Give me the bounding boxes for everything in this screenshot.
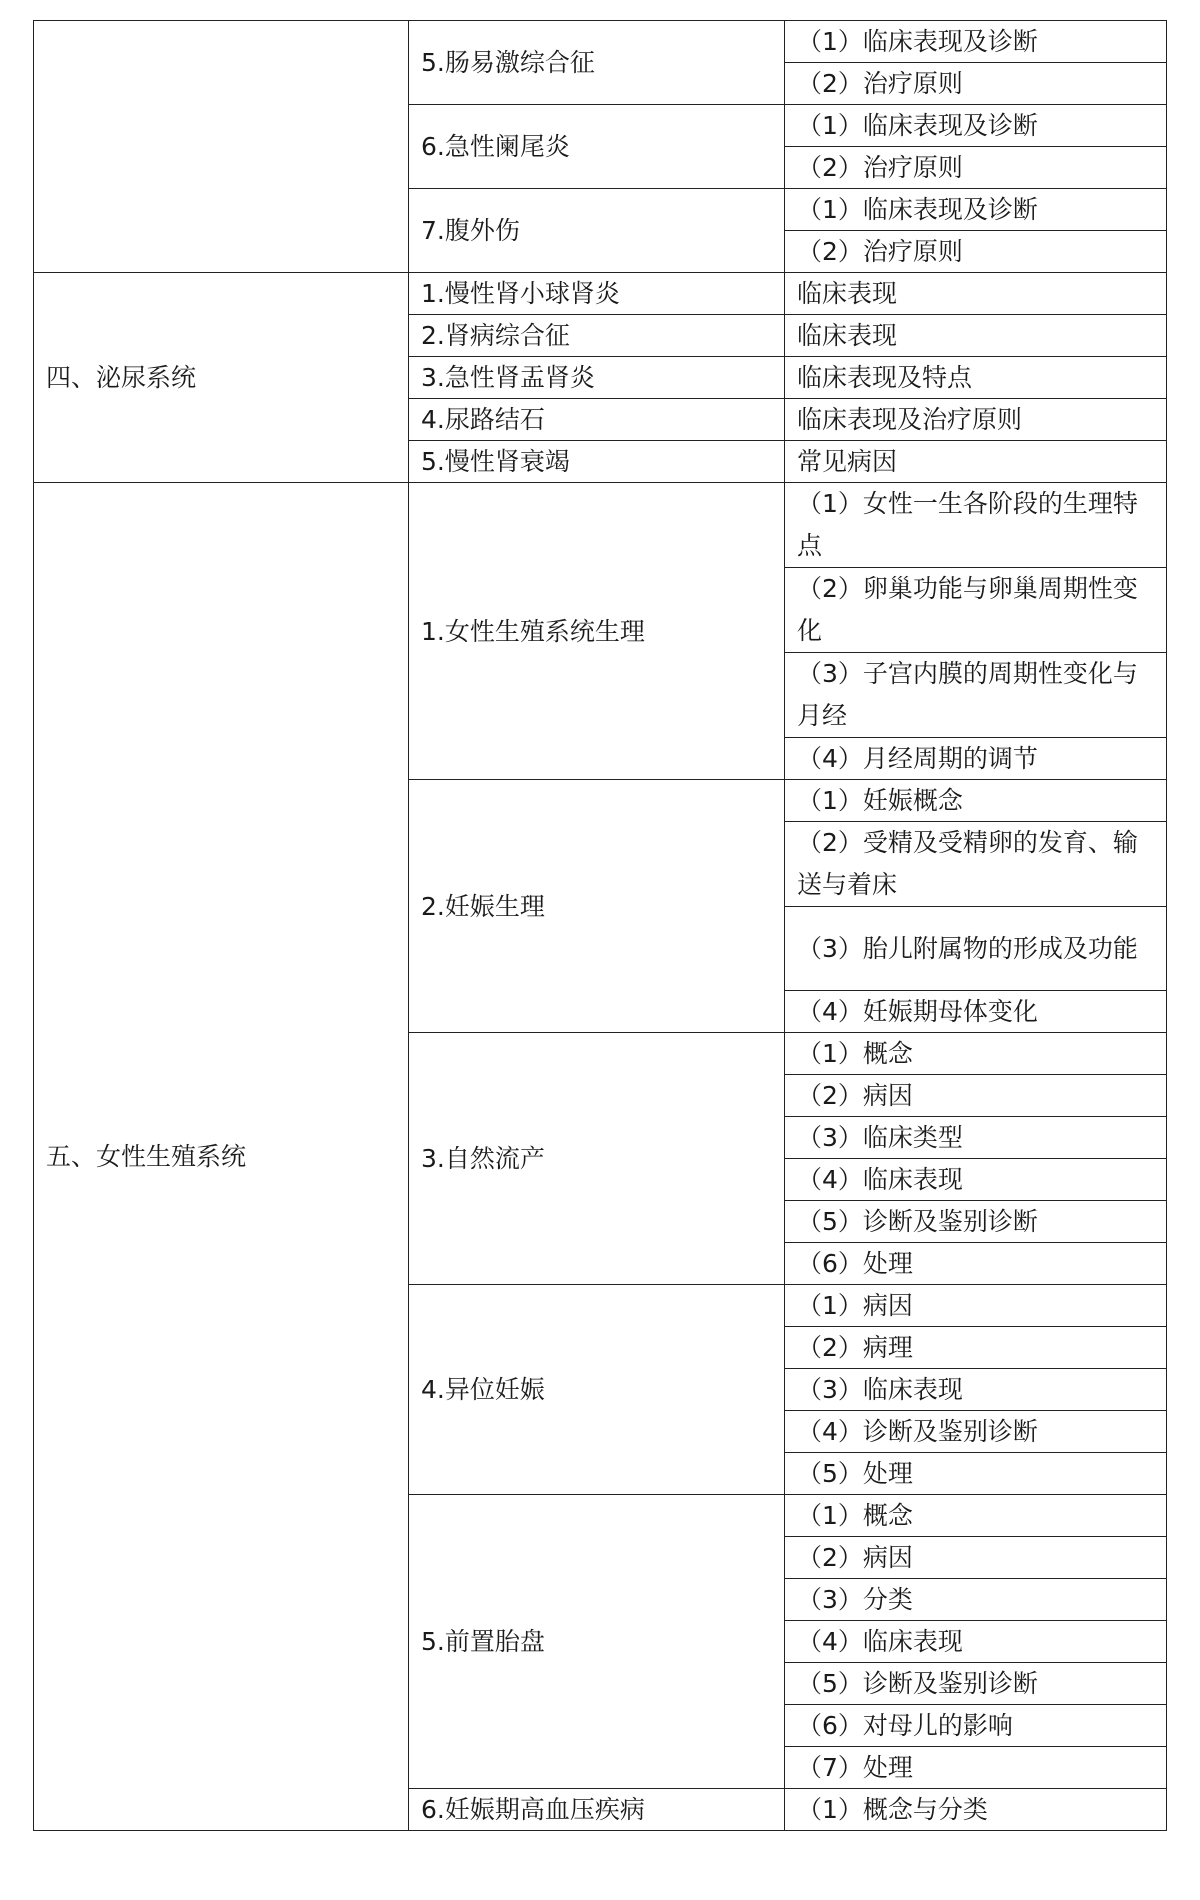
content-item-cell: （1）病因 bbox=[785, 1285, 1167, 1327]
content-item-cell: （1）女性一生各阶段的生理特点 bbox=[785, 483, 1167, 568]
content-item-cell: （4）月经周期的调节 bbox=[785, 738, 1167, 780]
system-cell: 五、女性生殖系统 bbox=[34, 483, 409, 1831]
content-item-cell: （1）临床表现及诊断 bbox=[785, 21, 1167, 63]
content-item-cell: 临床表现 bbox=[785, 315, 1167, 357]
content-item-cell: （2）治疗原则 bbox=[785, 147, 1167, 189]
content-item-cell: （6）对母儿的影响 bbox=[785, 1705, 1167, 1747]
content-item-cell: （3）胎儿附属物的形成及功能 bbox=[785, 907, 1167, 991]
content-item-cell: （2）病因 bbox=[785, 1537, 1167, 1579]
topic-cell: 4.异位妊娠 bbox=[409, 1285, 785, 1495]
topic-cell: 3.自然流产 bbox=[409, 1033, 785, 1285]
topic-cell: 2.妊娠生理 bbox=[409, 780, 785, 1033]
content-item-cell: （1）概念 bbox=[785, 1033, 1167, 1075]
content-item-cell: （1）临床表现及诊断 bbox=[785, 105, 1167, 147]
system-cell: 四、泌尿系统 bbox=[34, 273, 409, 483]
table-row bbox=[34, 21, 1167, 63]
content-item-cell: （6）处理 bbox=[785, 1243, 1167, 1285]
topic-cell: 7.腹外伤 bbox=[409, 189, 785, 273]
content-item-cell: （7）处理 bbox=[785, 1747, 1167, 1789]
content-item-cell: （1）概念 bbox=[785, 1495, 1167, 1537]
content-item-cell: （1）临床表现及诊断 bbox=[785, 189, 1167, 231]
topic-cell: 3.急性肾盂肾炎 bbox=[409, 357, 785, 399]
content-item-cell: （2）卵巢功能与卵巢周期性变化 bbox=[785, 568, 1167, 653]
content-item-cell: 临床表现及治疗原则 bbox=[785, 399, 1167, 441]
topic-cell: 5.肠易激综合征 bbox=[409, 21, 785, 105]
content-item-cell: （3）子宫内膜的周期性变化与月经 bbox=[785, 653, 1167, 738]
content-item-cell: （5）诊断及鉴别诊断 bbox=[785, 1201, 1167, 1243]
content-item-cell: 临床表现及特点 bbox=[785, 357, 1167, 399]
content-item-cell: （1）妊娠概念 bbox=[785, 780, 1167, 822]
content-item-cell: （4）临床表现 bbox=[785, 1159, 1167, 1201]
topic-cell: 5.前置胎盘 bbox=[409, 1495, 785, 1789]
content-item-cell: （5）处理 bbox=[785, 1453, 1167, 1495]
syllabus-table-body bbox=[34, 21, 1167, 1831]
topic-cell: 6.急性阑尾炎 bbox=[409, 105, 785, 189]
system-cell bbox=[34, 21, 409, 273]
content-item-cell: （2）治疗原则 bbox=[785, 63, 1167, 105]
content-item-cell: （4）诊断及鉴别诊断 bbox=[785, 1411, 1167, 1453]
content-item-cell: （2）病理 bbox=[785, 1327, 1167, 1369]
content-item-cell: （3）临床表现 bbox=[785, 1369, 1167, 1411]
topic-cell: 6.妊娠期高血压疾病 bbox=[409, 1789, 785, 1831]
table-row bbox=[34, 273, 1167, 315]
topic-cell: 1.慢性肾小球肾炎 bbox=[409, 273, 785, 315]
content-item-cell: 常见病因 bbox=[785, 441, 1167, 483]
content-item-cell: （4）临床表现 bbox=[785, 1621, 1167, 1663]
topic-cell: 2.肾病综合征 bbox=[409, 315, 785, 357]
content-item-cell: （4）妊娠期母体变化 bbox=[785, 991, 1167, 1033]
table-row bbox=[34, 483, 1167, 568]
topic-cell: 4.尿路结石 bbox=[409, 399, 785, 441]
content-item-cell: （2）受精及受精卵的发育、输送与着床 bbox=[785, 822, 1167, 907]
topic-cell: 5.慢性肾衰竭 bbox=[409, 441, 785, 483]
content-item-cell: （2）治疗原则 bbox=[785, 231, 1167, 273]
content-item-cell: （5）诊断及鉴别诊断 bbox=[785, 1663, 1167, 1705]
syllabus-table bbox=[33, 20, 1167, 1831]
content-item-cell: （1）概念与分类 bbox=[785, 1789, 1167, 1831]
content-item-cell: （3）分类 bbox=[785, 1579, 1167, 1621]
topic-cell: 1.女性生殖系统生理 bbox=[409, 483, 785, 780]
content-item-cell: （3）临床类型 bbox=[785, 1117, 1167, 1159]
content-item-cell: （2）病因 bbox=[785, 1075, 1167, 1117]
content-item-cell: 临床表现 bbox=[785, 273, 1167, 315]
